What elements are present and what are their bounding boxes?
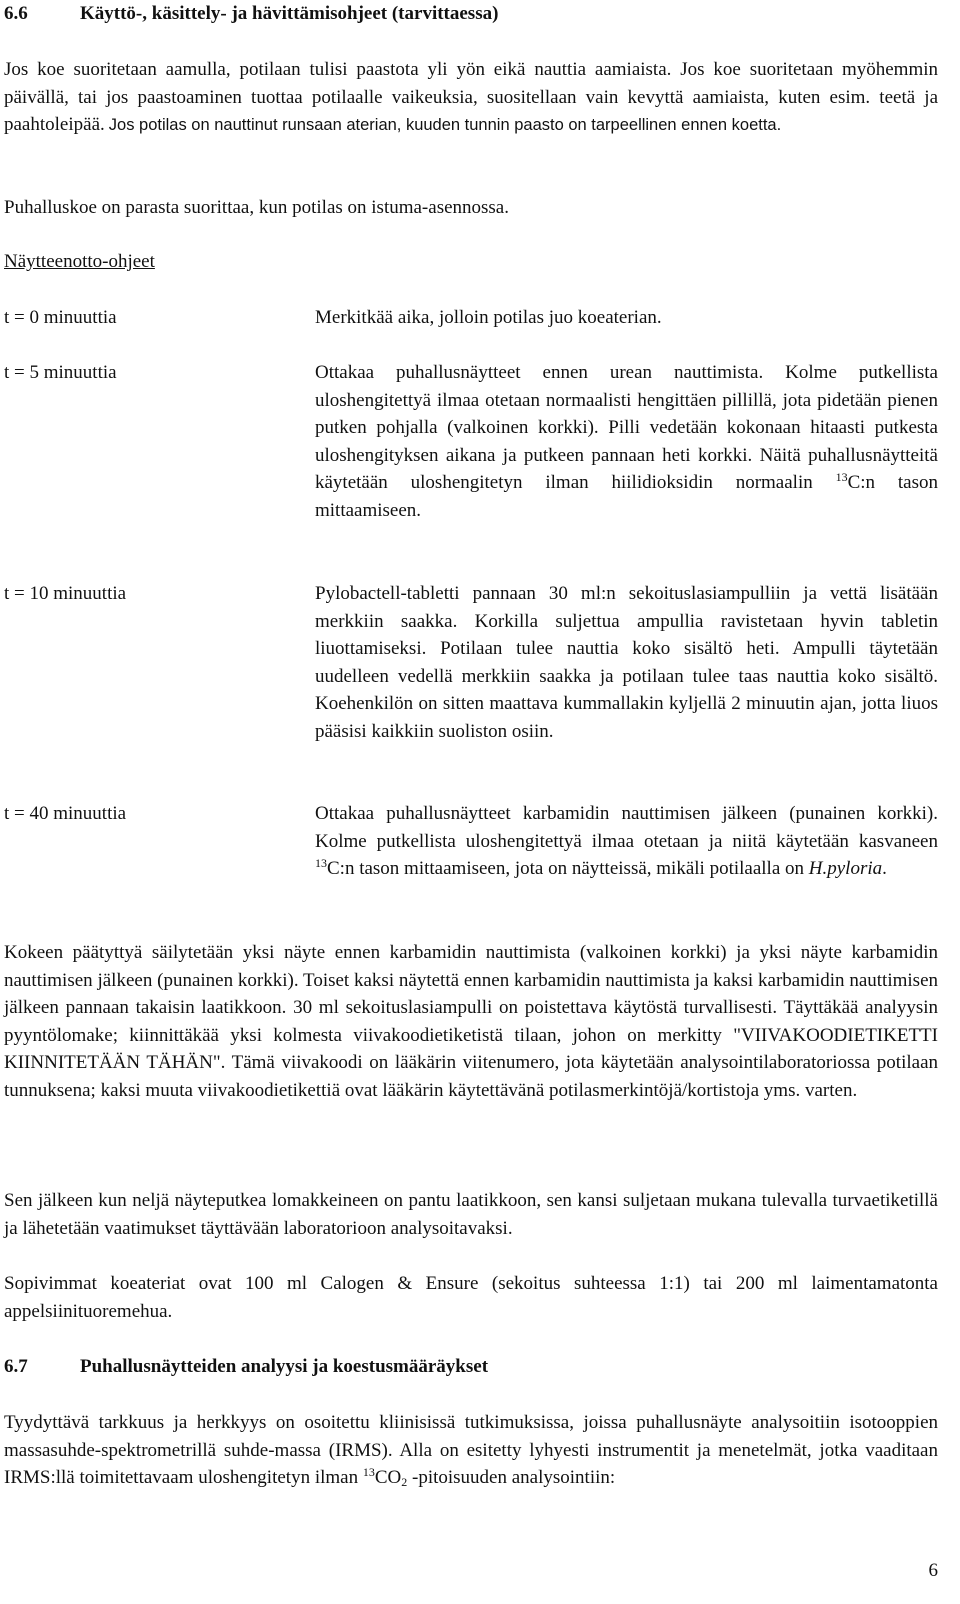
- sampling-heading-text: Näytteenotto-ohjeet: [4, 251, 155, 272]
- section-title: Puhallusnäytteiden analyysi ja koestusmääräykset: [80, 1356, 489, 1377]
- section-title: Käyttö-, käsittely- ja hävittämisohjeet (tarvittaessa): [80, 3, 499, 24]
- section-6-7-heading: [4, 1353, 488, 1380]
- time-label-t10: t = 10 minuuttia: [4, 583, 127, 604]
- intro-paragraph-2: Puhalluskoe on parasta suorittaa, kun potilas on istuma-asennossa.: [4, 197, 509, 218]
- time-label-t40: t = 40 minuuttia: [4, 803, 127, 824]
- intro-paragraph-1: [4, 56, 938, 140]
- after-paragraph-1: Kokeen päätyttyä säilytetään yksi näyte ennen karbamidin nauttimista (valkoinen korkki) ja yksi näyte karbamidin nauttimisen jälkeen (punainen korkki). Toiset kaksi näytettä ennen karbamidin nauttimista ja kaksi karbamidin nauttimisen jälkeen pannaan takaisin laatikkoon. 30 ml sekoituslasiampulli on poistettava käytöstä turvallisesti. Täyttäkää analyysin pyyntölomake; kiinnittäkää yksi kolmesta viivakoodietiketistä tilaan, johon on merkitty "VIIVAKOODIETIKETTI KIINNITETÄÄN TÄHÄN". Tämä viivakoodi on lääkärin viitenumero, jota käytetään analysointilaboratoriossa potilaan tunnuksena; kaksi muuta viivakoodietikettiä ovat lääkärin käytettävänä potilasmerkintöjä/kortistoja yms. varten.: [4, 942, 938, 1101]
- time-text-t5: [315, 359, 938, 524]
- t5-superscript: 13: [835, 470, 848, 484]
- sampling-heading: [4, 248, 938, 276]
- page-number: 6: [928, 1560, 938, 1581]
- after-paragraph-3: Sopivimmat koeateriat ovat 100 ml Calogen & Ensure (sekoitus suhteessa 1:1) tai 200 ml laimentamatonta appelsiinituoremehua.: [4, 1273, 938, 1322]
- time-label-t0: t = 0 minuuttia: [4, 307, 117, 328]
- s67-subscript: 2: [401, 1475, 408, 1489]
- t40-superscript: 13: [315, 856, 327, 870]
- s67-superscript: 13: [362, 1465, 375, 1479]
- section-number: 6.6: [4, 3, 28, 24]
- s67-text-b: CO: [374, 1467, 402, 1488]
- t40-text-a: Ottakaa puhallusnäytteet karbamidin nauttimisen jälkeen (punainen korkki). Kolme putkellista uloshengitettyä ilmaa otetaan ja niitä käytetään kasvaneen: [315, 803, 938, 852]
- intro-text-serif: Jos koe suoritetaan aamulla, potilaan tulisi paastota yli yön eikä nauttia aamiaista. Jos koe suoritetaan myöhemmin päivällä, tai jos paastoaminen tuottaa potilaalle vaikeuksia, suositellaan vain kevyttä aamiaista, kuten esim. teetä ja paahtoleipää.: [4, 59, 938, 135]
- time-label-t5: t = 5 minuuttia: [4, 362, 117, 383]
- t40-end: .: [882, 858, 887, 879]
- time-text-t40: [315, 800, 938, 883]
- time-text-t0: Merkitkää aika, jolloin potilas juo koeaterian.: [315, 307, 662, 328]
- t5-text-a: Ottakaa puhallusnäytteet ennen urean nauttimista. Kolme putkellista uloshengitettyä ilmaa otetaan normaalisti hengittäen pillillä, jota pidetään pienen putken pohjalla (valkoinen korkki). Pilli vedetään kokonaan hitaasti putkesta uloshengityksen aikana ja putkeen pannaan heti korkki. Näitä puhallusnäytteitä käytetään uloshengitetyn ilman hiilidioksidin normaalin: [315, 362, 938, 493]
- after-paragraph-2: Sen jälkeen kun neljä näyteputkea lomakkeineen on pantu laatikkoon, sen kansi suljetaan mukana tulevalla turvaetiketillä ja lähetetään vaatimukset täyttävään laboratorioon analysoitavaksi.: [4, 1190, 938, 1239]
- section-6-7-paragraph: [4, 1409, 938, 1492]
- section-6-6-heading: [4, 0, 498, 27]
- s67-text-c: -pitoisuuden analysointiin:: [412, 1467, 616, 1488]
- s67-text-a: Tyydyttävä tarkkuus ja herkkyys on osoitettu kliinisissä tutkimuksissa, joissa puhallusnäyte analysoitiin isotooppien massasuhde-spektrometrillä suhde-massa (IRMS). Alla on esitetty lyhyesti instrumentit ja menetelmät, jotka vaaditaan IRMS:llä toimitettavaam uloshengitetyn ilman: [4, 1412, 938, 1488]
- t40-italic: H.pyloria: [808, 858, 883, 879]
- time-text-t10: Pylobactell-tabletti pannaan 30 ml:n sekoituslasiampulliin ja vettä lisätään merkkiin saakka. Korkilla suljettua ampullia ravistetaan hyvin tabletin liuottamiseksi. Potilaan tulee nauttia koko sisältö heti. Ampulli täytetään uudelleen vedellä merkkiin saakka ja potilaan tulee taas nauttia koko sisältö. Koehenkilön on sitten maattava kummallakin kyljellä 2 minuutin ajan, jotta liuos pääsisi kaikkiin suoliston osiin.: [315, 583, 938, 742]
- section-number: 6.7: [4, 1356, 28, 1377]
- intro-text-sans: Jos potilas on nauttinut runsaan aterian, kuuden tunnin paasto on tarpeellinen ennen koetta.: [108, 116, 782, 134]
- t40-text-b: C:n tason mittaamiseen, jota on näytteissä, mikäli potilaalla on: [327, 858, 805, 879]
- t5-text-b: C:n tason mittaamiseen.: [315, 472, 939, 521]
